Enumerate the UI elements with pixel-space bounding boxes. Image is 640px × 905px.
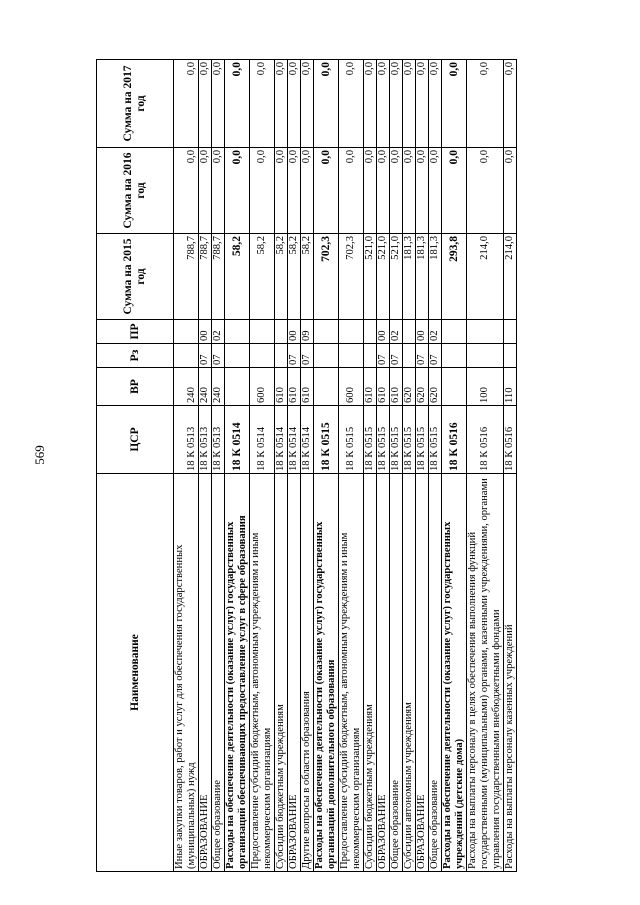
row-sum-2015: 181,3 [403, 234, 416, 320]
row-sum-2017: 0,0 [174, 60, 199, 148]
row-sum-2017: 0,0 [225, 60, 250, 148]
row-sum-2017: 0,0 [429, 60, 442, 148]
row-sum-2017: 0,0 [504, 60, 517, 148]
header-sum-2016: Сумма на 2016 год [97, 148, 174, 234]
row-sum-2015: 521,0 [377, 234, 390, 320]
row-sum-2016: 0,0 [288, 148, 301, 234]
row-rz: 07 [288, 344, 301, 368]
table-header-row [97, 60, 174, 872]
row-name: Общее образование [212, 474, 225, 872]
row-pr: 09 [301, 320, 314, 344]
row-sum-2016: 0,0 [301, 148, 314, 234]
rotated-table-wrapper [96, 60, 564, 872]
row-rz: 07 [377, 344, 390, 368]
row-sum-2017: 0,0 [403, 60, 416, 148]
row-rz [442, 344, 467, 368]
row-csr: 18 К 0515 [339, 406, 364, 474]
row-csr: 18 К 0515 [390, 406, 403, 474]
row-sum-2017: 0,0 [364, 60, 377, 148]
row-sum-2017: 0,0 [442, 60, 467, 148]
row-csr: 18 К 0514 [250, 406, 275, 474]
row-vr: 110 [504, 368, 517, 406]
row-csr: 18 К 0514 [301, 406, 314, 474]
row-pr [364, 320, 377, 344]
row-sum-2017: 0,0 [467, 60, 504, 148]
row-csr: 18 К 0515 [314, 406, 339, 474]
row-pr [403, 320, 416, 344]
row-pr: 00 [416, 320, 429, 344]
row-csr: 18 К 0515 [364, 406, 377, 474]
row-sum-2016: 0,0 [275, 148, 288, 234]
row-name: Расходы на выплаты персоналу в целях обеспечения выполнения функций государственными (муниципальными) органами, казенными учреждениями, органами управления государственными внебюджетными фондами [467, 474, 504, 872]
table-row [339, 60, 364, 872]
row-sum-2017: 0,0 [250, 60, 275, 148]
header-vr: ВР [97, 368, 174, 406]
header-pr: ПР [97, 320, 174, 344]
row-csr: 18 К 0515 [403, 406, 416, 474]
row-rz [250, 344, 275, 368]
row-name: ОБРАЗОВАНИЕ [288, 474, 301, 872]
row-rz [339, 344, 364, 368]
table-row [250, 60, 275, 872]
row-sum-2017: 0,0 [212, 60, 225, 148]
row-sum-2016: 0,0 [467, 148, 504, 234]
table-row [467, 60, 504, 872]
row-sum-2016: 0,0 [364, 148, 377, 234]
page-number: 569 [32, 445, 47, 465]
row-sum-2016: 0,0 [225, 148, 250, 234]
row-vr: 240 [199, 368, 212, 406]
row-sum-2016: 0,0 [403, 148, 416, 234]
row-pr: 00 [199, 320, 212, 344]
row-csr: 18 К 0513 [212, 406, 225, 474]
row-csr: 18 К 0513 [174, 406, 199, 474]
row-csr: 18 К 0513 [199, 406, 212, 474]
row-rz [504, 344, 517, 368]
row-sum-2015: 521,0 [364, 234, 377, 320]
row-csr: 18 К 0515 [377, 406, 390, 474]
table-row [377, 60, 390, 872]
row-csr: 18 К 0515 [429, 406, 442, 474]
table-row [403, 60, 416, 872]
row-sum-2016: 0,0 [250, 148, 275, 234]
row-vr: 620 [416, 368, 429, 406]
row-vr: 610 [301, 368, 314, 406]
table-row [390, 60, 403, 872]
row-csr: 18 К 0516 [504, 406, 517, 474]
table-row [442, 60, 467, 872]
row-pr: 02 [390, 320, 403, 344]
row-sum-2015: 788,7 [212, 234, 225, 320]
row-vr: 100 [467, 368, 504, 406]
budget-table [96, 59, 517, 872]
row-sum-2015: 181,3 [429, 234, 442, 320]
row-rz [314, 344, 339, 368]
table-row [504, 60, 517, 872]
table-row [429, 60, 442, 872]
table-row [288, 60, 301, 872]
row-name: Предоставление субсидий бюджетным, автономным учреждениям и иным некоммерческим организациям [339, 474, 364, 872]
row-sum-2016: 0,0 [429, 148, 442, 234]
row-sum-2017: 0,0 [339, 60, 364, 148]
row-sum-2015: 181,3 [416, 234, 429, 320]
row-pr [275, 320, 288, 344]
row-pr [250, 320, 275, 344]
row-name: ОБРАЗОВАНИЕ [199, 474, 212, 872]
row-sum-2016: 0,0 [390, 148, 403, 234]
header-sum-2017: Сумма на 2017 год [97, 60, 174, 148]
row-rz: 07 [416, 344, 429, 368]
table-row [364, 60, 377, 872]
row-pr [314, 320, 339, 344]
row-name: ОБРАЗОВАНИЕ [377, 474, 390, 872]
row-sum-2015: 58,2 [250, 234, 275, 320]
table-row [174, 60, 199, 872]
row-sum-2017: 0,0 [301, 60, 314, 148]
row-name: Расходы на обеспечение деятельности (оказание услуг) государственных организаций обеспечивающих предоставление услуг в сфере образования [225, 474, 250, 872]
row-sum-2016: 0,0 [212, 148, 225, 234]
row-sum-2015: 788,7 [174, 234, 199, 320]
row-vr: 610 [377, 368, 390, 406]
row-sum-2016: 0,0 [442, 148, 467, 234]
row-name: Субсидии бюджетным учреждениям [364, 474, 377, 872]
row-sum-2017: 0,0 [416, 60, 429, 148]
row-sum-2015: 58,2 [275, 234, 288, 320]
row-vr [225, 368, 250, 406]
table-body [174, 60, 517, 872]
row-name: Расходы на обеспечение деятельности (оказание услуг) государственных учреждений (детские дома) [442, 474, 467, 872]
table-row [199, 60, 212, 872]
row-sum-2015: 214,0 [467, 234, 504, 320]
row-sum-2017: 0,0 [314, 60, 339, 148]
row-sum-2016: 0,0 [314, 148, 339, 234]
row-sum-2017: 0,0 [199, 60, 212, 148]
row-vr: 620 [403, 368, 416, 406]
row-vr: 600 [250, 368, 275, 406]
row-sum-2016: 0,0 [199, 148, 212, 234]
row-name: Расходы на выплаты персоналу казенных учреждений [504, 474, 517, 872]
row-rz [467, 344, 504, 368]
table-row [314, 60, 339, 872]
table-row [301, 60, 314, 872]
header-rz: Рз [97, 344, 174, 368]
row-vr [442, 368, 467, 406]
row-rz: 07 [390, 344, 403, 368]
row-name: Общее образование [429, 474, 442, 872]
row-sum-2015: 702,3 [314, 234, 339, 320]
row-sum-2017: 0,0 [288, 60, 301, 148]
row-sum-2017: 0,0 [275, 60, 288, 148]
row-csr: 18 К 0514 [288, 406, 301, 474]
row-sum-2017: 0,0 [377, 60, 390, 148]
row-name: ОБРАЗОВАНИЕ [416, 474, 429, 872]
row-vr: 240 [212, 368, 225, 406]
row-pr: 00 [377, 320, 390, 344]
row-sum-2015: 521,0 [390, 234, 403, 320]
row-csr: 18 К 0516 [442, 406, 467, 474]
row-rz [275, 344, 288, 368]
row-vr: 620 [429, 368, 442, 406]
row-sum-2015: 58,2 [301, 234, 314, 320]
row-sum-2015: 214,0 [504, 234, 517, 320]
row-vr: 240 [174, 368, 199, 406]
row-rz: 07 [301, 344, 314, 368]
row-pr [467, 320, 504, 344]
row-vr: 610 [390, 368, 403, 406]
row-rz: 07 [199, 344, 212, 368]
row-sum-2016: 0,0 [504, 148, 517, 234]
row-pr: 02 [212, 320, 225, 344]
row-sum-2015: 58,2 [288, 234, 301, 320]
row-rz: 07 [429, 344, 442, 368]
row-sum-2015: 788,7 [199, 234, 212, 320]
table-row [275, 60, 288, 872]
header-sum-2015: Сумма на 2015 год [97, 234, 174, 320]
row-vr: 610 [288, 368, 301, 406]
row-pr: 02 [429, 320, 442, 344]
row-sum-2016: 0,0 [416, 148, 429, 234]
row-sum-2017: 0,0 [390, 60, 403, 148]
table-row [225, 60, 250, 872]
row-sum-2016: 0,0 [174, 148, 199, 234]
row-pr [504, 320, 517, 344]
row-sum-2016: 0,0 [339, 148, 364, 234]
header-name: Наименование [97, 474, 174, 872]
row-name: Общее образование [390, 474, 403, 872]
row-csr: 18 К 0514 [225, 406, 250, 474]
row-pr [174, 320, 199, 344]
row-pr [225, 320, 250, 344]
row-sum-2015: 702,3 [339, 234, 364, 320]
header-csr: ЦСР [97, 406, 174, 474]
row-name: Субсидии автономным учреждениям [403, 474, 416, 872]
row-pr [339, 320, 364, 344]
row-csr: 18 К 0514 [275, 406, 288, 474]
row-vr: 600 [339, 368, 364, 406]
table-row [416, 60, 429, 872]
row-vr: 610 [275, 368, 288, 406]
row-pr: 00 [288, 320, 301, 344]
row-vr [314, 368, 339, 406]
row-rz [225, 344, 250, 368]
table-row [212, 60, 225, 872]
row-name: Другие вопросы в области образования [301, 474, 314, 872]
row-sum-2015: 58,2 [225, 234, 250, 320]
row-name: Расходы на обеспечение деятельности (оказание услуг) государственных организаций дополнительного образования [314, 474, 339, 872]
row-sum-2016: 0,0 [377, 148, 390, 234]
row-rz [364, 344, 377, 368]
row-csr: 18 К 0515 [416, 406, 429, 474]
row-vr: 610 [364, 368, 377, 406]
row-rz [174, 344, 199, 368]
row-csr: 18 К 0516 [467, 406, 504, 474]
row-rz: 07 [212, 344, 225, 368]
row-name: Предоставление субсидий бюджетным, автономным учреждениям и иным некоммерческим организациям [250, 474, 275, 872]
row-name: Иные закупки товаров, работ и услуг для обеспечения государственных (муниципальных) нужд [174, 474, 199, 872]
row-rz [403, 344, 416, 368]
row-sum-2015: 293,8 [442, 234, 467, 320]
row-name: Субсидии бюджетным учреждениям [275, 474, 288, 872]
row-pr [442, 320, 467, 344]
